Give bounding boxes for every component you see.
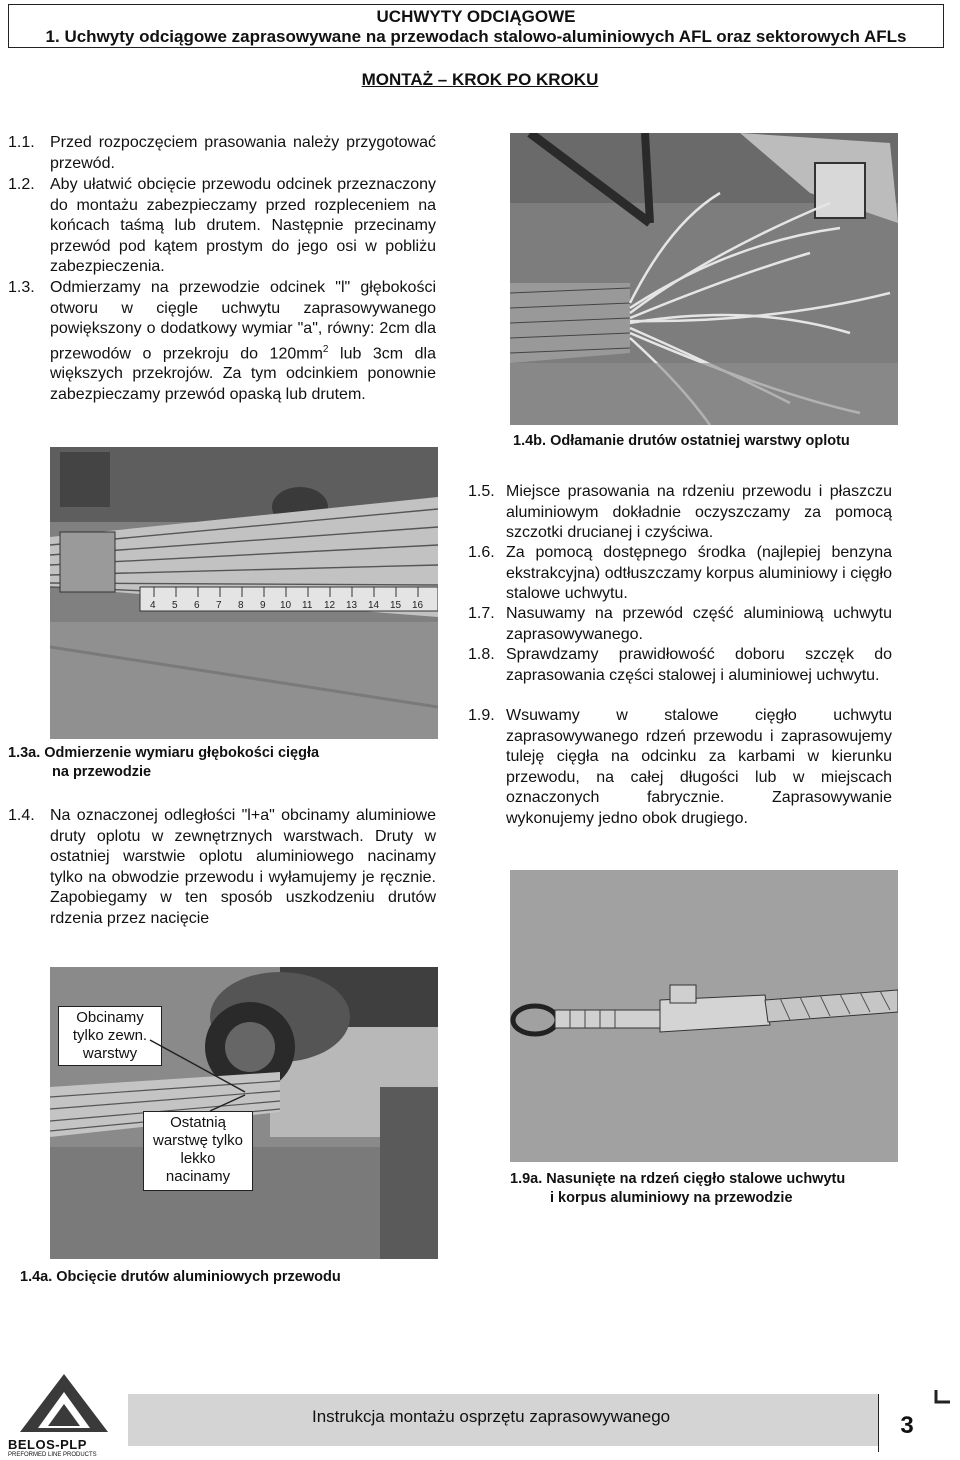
ruler-number: 4 [150, 600, 156, 611]
step-text: Odmierzamy na przewodzie odcinek "l" głębokości otworu w cięgle uchwytu zaprasowywanego powiększony o dodatkowy wymiar "a", równy: 2cm dla przewodów o przekroju do $120mm^2$ lub 3cm dla większych przekrojów. Za tym odcinkiem ponownie zabezpieczamy przewód opaską lub drutem. [50, 279, 437, 403]
section-subtitle: MONTAŻ – KROK PO KROKU [361, 70, 599, 89]
logo-brand: BELOS-PLP [8, 1437, 87, 1452]
step-text: Za pomocą dostępnego środka (najlepiej benzyna ekstrakcyjna) odtłuszczamy korpus aluminiowy i cięgło stalowe uchwytu. [506, 544, 892, 602]
step-text: Nasuwamy na przewód część aluminiową uchwytu zaprasowywanego. [506, 605, 892, 643]
ruler-number: 11 [302, 600, 313, 611]
ruler-number: 15 [390, 600, 402, 611]
step-number: 1.1. [8, 134, 35, 151]
logo [8, 1372, 120, 1458]
corner-mark-icon [934, 1388, 954, 1408]
step-number: 1.2. [8, 176, 35, 193]
step-text: Na oznaczonej odległości "l+a" obcinamy aluminiowe druty oplotu w zewnętrznych warstwach. Druty w ostatniej warstwie oplotu aluminiowego nacinamy tylko na obwodzie przewodu i wyłamujemy je ręcznie. Zapobiegamy w ten sposób uszkodzeniu drutów rdzenia przez nacięcie [50, 807, 436, 927]
step-text: Wsuwamy w stalowe cięgło uchwytu zaprasowywanego rdzeń przewodu i zaprasowujemy tuleję cięgła na odcinku za karbami w kierunku przewodu, na całej długości lub w miejscach oznaczonych fabrycznie. Zaprasowywanie wykonujemy jedno obok drugiego. [506, 707, 892, 827]
header-title: UCHWYTY ODCIĄGOWE [376, 7, 576, 26]
step-text: Przed rozpoczęciem prasowania należy przygotować przewód. [50, 134, 436, 172]
ruler-number: 8 [238, 600, 244, 611]
step-number: 1.3. [8, 279, 35, 296]
step-text: Sprawdzamy prawidłowość doboru szczęk do zaprasowania części stalowej i aluminiowej uchwytu. [506, 646, 892, 684]
caption-1-3a: 1.3a. Odmierzenie wymiaru głębokości cięgła na przewodzie [8, 745, 320, 780]
ruler-number: 16 [412, 600, 424, 611]
logo-subtitle: PREFORMED LINE PRODUCTS [8, 1452, 97, 1458]
step-number: 1.4. [8, 807, 35, 824]
ruler-number: 13 [346, 600, 358, 611]
photo-clamp-assembled-image [510, 870, 898, 1162]
step-text: Aby ułatwić obcięcie przewodu odcinek przeznaczony do montażu zabezpieczamy przed rozpleceniem na końcach taśmą lub drutem. Następnie przecinamy przewód pod kątem prostym do jego osi w pobliżu zabezpieczenia. [50, 176, 436, 275]
photo-clamp-assembled [510, 870, 898, 1162]
step-number: 1.8. [468, 646, 495, 663]
ruler-number: 9 [260, 600, 266, 611]
ruler-number: 14 [368, 600, 380, 611]
caption-1-9a: 1.9a. Nasunięte na rdzeń cięgło stalowe uchwytu i korpus aluminiowy na przewodzie [510, 1171, 846, 1206]
logo-mark-icon [8, 1372, 120, 1434]
ruler-number: 10 [280, 600, 292, 611]
caption-1-4b: 1.4b. Odłamanie drutów ostatniej warstwy oplotu [513, 433, 850, 449]
step-number: 1.5. [468, 483, 495, 500]
step-number: 1.9. [468, 707, 495, 724]
ruler-number: 6 [194, 600, 200, 611]
step-text: Miejsce prasowania na rdzeniu przewodu i płaszczu aluminiowym dokładnie oczyszczamy za pomocą szczotki drucianej i czyściwa. [506, 483, 892, 541]
ruler-number: 7 [216, 600, 222, 611]
callout-last-layer: Ostatnią warstwę tylko lekko nacinamy [143, 1111, 253, 1191]
header-section-title: 1. Uchwyty odciągowe zaprasowywane na przewodach stalowo-aluminiowych AFL oraz sektorowych AFLs [45, 27, 907, 46]
ruler-number: 5 [172, 600, 178, 611]
step-number: 1.6. [468, 544, 495, 561]
page-number: 3 [878, 1394, 935, 1452]
caption-1-4a: 1.4a. Obcięcie drutów aluminiowych przewodu [20, 1269, 341, 1285]
callout-cut-outer: Obcinamy tylko zewn. warstwy [58, 1006, 162, 1066]
ruler-number: 12 [324, 600, 336, 611]
step-number: 1.7. [468, 605, 495, 622]
footer-title: Instrukcja montażu osprzętu zaprasowywanego [312, 1407, 671, 1426]
